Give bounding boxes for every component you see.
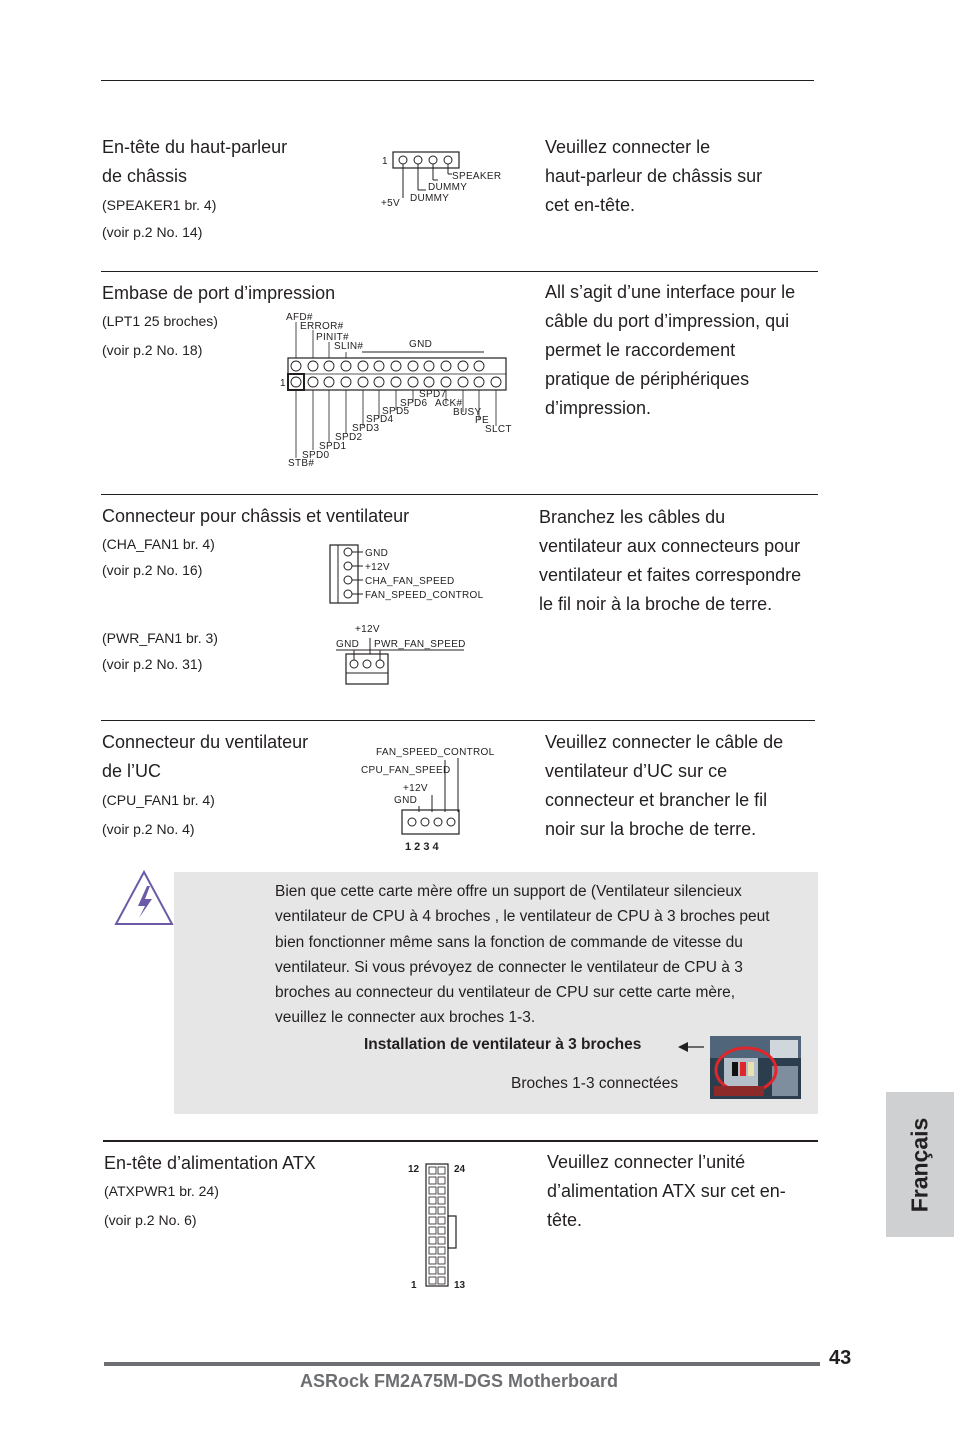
spd3-label: SPD3 (352, 423, 380, 434)
pin24-label: 24 (454, 1164, 466, 1175)
cha-fan-diagram (326, 541, 501, 607)
12v-label: +12V (355, 624, 380, 635)
pin-numbers: 1 2 3 4 (405, 841, 439, 853)
cpu-fan-desc-line: connecteur et brancher le fil (545, 790, 768, 810)
slin-label: SLIN# (334, 341, 364, 352)
gnd-label: GND (409, 339, 433, 350)
note-line: veuillez le connecter aux broches 1-3. (275, 1009, 536, 1027)
5v-pin-label: +5V (381, 198, 400, 209)
pin1-label: 1 (411, 1280, 417, 1291)
speaker-header-diagram (378, 146, 508, 212)
cpu-fan-title-2: de l’UC (102, 761, 162, 781)
speaker-pin-label: SPEAKER (452, 171, 502, 182)
spd4-label: SPD4 (366, 414, 394, 425)
fan-speed-control-label: FAN_SPEED_CONTROL (376, 747, 495, 758)
note-text (275, 879, 815, 1031)
lpt-desc-line: All s’agit d’une interface pour le (545, 282, 796, 302)
spd5-label: SPD5 (382, 406, 410, 417)
spd6-label: SPD6 (400, 398, 428, 409)
install-label: Installation de ventilateur à 3 broches (364, 1036, 642, 1053)
error-label: ERROR# (300, 321, 344, 332)
cpu-fan-ref: (voir p.2 No. 4) (102, 821, 195, 837)
chassis-fan-title: Connecteur pour châssis et ventilateur (102, 506, 410, 526)
gnd-label: GND (336, 639, 360, 650)
cpu-fan-model: (CPU_FAN1 br. 4) (102, 792, 215, 808)
cpu-fan-title-1: Connecteur du ventilateur (102, 732, 309, 752)
lpt-desc (545, 278, 795, 423)
afd-label: AFD# (286, 312, 313, 323)
pwr-fan-diagram (330, 620, 470, 688)
section-divider (101, 494, 818, 495)
warning-icon (112, 868, 176, 930)
cha-fan-model: (CHA_FAN1 br. 4) (102, 536, 215, 552)
footer-rule (104, 1362, 820, 1366)
slct-label: SLCT (485, 424, 512, 435)
lpt-desc-line: pratique de périphériques (545, 369, 750, 389)
stb-label: STB# (288, 458, 315, 469)
lpt-ref: (voir p.2 No. 18) (102, 342, 203, 358)
cpu-fan-desc-line: noir sur la broche de terre. (545, 819, 757, 839)
fan-speed-control-label: FAN_SPEED_CONTROL (365, 590, 484, 601)
chassis-fan-desc (539, 503, 801, 619)
dummy-pin-label: DUMMY (428, 182, 468, 193)
pwr-fan-speed-label: PWR_FAN_SPEED (374, 639, 466, 650)
section-divider (101, 720, 815, 721)
lpt-desc-line: d’impression. (545, 398, 652, 418)
cha-fan-ref: (voir p.2 No. 16) (102, 562, 203, 578)
busy-label: BUSY (453, 407, 482, 418)
cha-fan-speed-label: CHA_FAN_SPEED (365, 576, 455, 587)
pe-label: PE (475, 415, 489, 426)
cpu-fan-desc-line: Veuillez connecter le câble de (545, 732, 784, 752)
lpt-model: (LPT1 25 broches) (102, 313, 218, 329)
pin13-label: 13 (454, 1280, 466, 1291)
spd2-label: SPD2 (335, 432, 363, 443)
12v-label: +12V (403, 783, 428, 794)
lpt-desc-line: permet le raccordement (545, 340, 736, 360)
cpu-fan-diagram (358, 740, 498, 854)
spd0-label: SPD0 (302, 450, 330, 461)
atx-desc (547, 1148, 786, 1235)
chassis-fan-desc-line: ventilateur aux connecteurs pour (539, 536, 801, 556)
speaker-desc-line: cet en-tête. (545, 195, 636, 215)
lpt-title: Embase de port d’impression (102, 283, 336, 303)
spd7-label: SPD7 (419, 389, 447, 400)
section-divider (101, 271, 818, 272)
atx-desc-line: Veuillez connecter l’unité (547, 1152, 746, 1172)
spd1-label: SPD1 (319, 441, 347, 452)
cpu-fan-desc (545, 728, 783, 844)
pinit-label: PINIT# (316, 332, 349, 343)
pwr-fan-model: (PWR_FAN1 br. 3) (102, 630, 218, 646)
atx-title: En-tête d’alimentation ATX (104, 1153, 316, 1173)
atx-model: (ATXPWR1 br. 24) (104, 1183, 219, 1199)
speaker-model: (SPEAKER1 br. 4) (102, 197, 217, 213)
gnd-label: GND (394, 795, 418, 806)
atx-header-diagram (404, 1158, 476, 1292)
note-line: ventilateur. Si vous prévoyez de connecter le ventilateur de CPU à 3 (275, 958, 743, 976)
language-tab-label: Français (906, 1117, 933, 1212)
section-divider (103, 1140, 818, 1142)
pins-connected-label: Broches 1-3 connectées (511, 1075, 679, 1092)
pin1-label: 1 (382, 156, 388, 167)
speaker-title-1: En-tête du haut-parleur (102, 137, 288, 157)
cpu-fan-speed-label: CPU_FAN_SPEED (361, 765, 451, 776)
chassis-fan-desc-line: le fil noir à la broche de terre. (539, 594, 773, 614)
lpt-header-diagram (276, 308, 516, 470)
dummy-pin-label: DUMMY (410, 193, 450, 204)
arrow-left-icon (676, 1040, 706, 1054)
top-rule (101, 80, 814, 81)
pin1-label: 1 (280, 378, 286, 389)
note-line: Bien que cette carte mère offre un support de (Ventilateur silencieux (275, 883, 742, 900)
ack-label: ACK# (435, 398, 463, 409)
12v-label: +12V (365, 562, 390, 573)
footer-title: ASRock FM2A75M-DGS Motherboard (300, 1371, 619, 1391)
atx-ref: (voir p.2 No. 6) (104, 1212, 197, 1228)
language-tab (886, 1092, 954, 1237)
gnd-label: GND (365, 548, 389, 559)
chassis-fan-desc-line: Branchez les câbles du (539, 507, 726, 527)
speaker-title-2: de châssis (102, 166, 188, 186)
cpu-fan-desc-line: ventilateur d’UC sur ce (545, 761, 728, 781)
speaker-ref: (voir p.2 No. 14) (102, 224, 203, 240)
lpt-desc-line: câble du port d’impression, qui (545, 311, 790, 331)
pin12-label: 12 (408, 1164, 420, 1175)
note-line: ventilateur de CPU à 4 broches , le ventilateur de CPU à 3 broches peut (275, 908, 770, 926)
speaker-desc (545, 133, 762, 220)
speaker-desc-line: Veuillez connecter le (545, 137, 711, 157)
note-line: broches au connecteur du ventilateur de CPU sur cette carte mère, (275, 984, 736, 1002)
note-line: bien fonctionner même sans la fonction de commande de vitesse du (275, 933, 743, 951)
page-number: 43 (829, 1347, 852, 1369)
speaker-desc-line: haut-parleur de châssis sur (545, 166, 763, 186)
atx-desc-line: tête. (547, 1210, 583, 1230)
atx-desc-line: d’alimentation ATX sur cet en- (547, 1181, 786, 1201)
pwr-fan-ref: (voir p.2 No. 31) (102, 656, 203, 672)
chassis-fan-desc-line: ventilateur et faites correspondre (539, 565, 802, 585)
fan-installation-photo (710, 1036, 801, 1099)
